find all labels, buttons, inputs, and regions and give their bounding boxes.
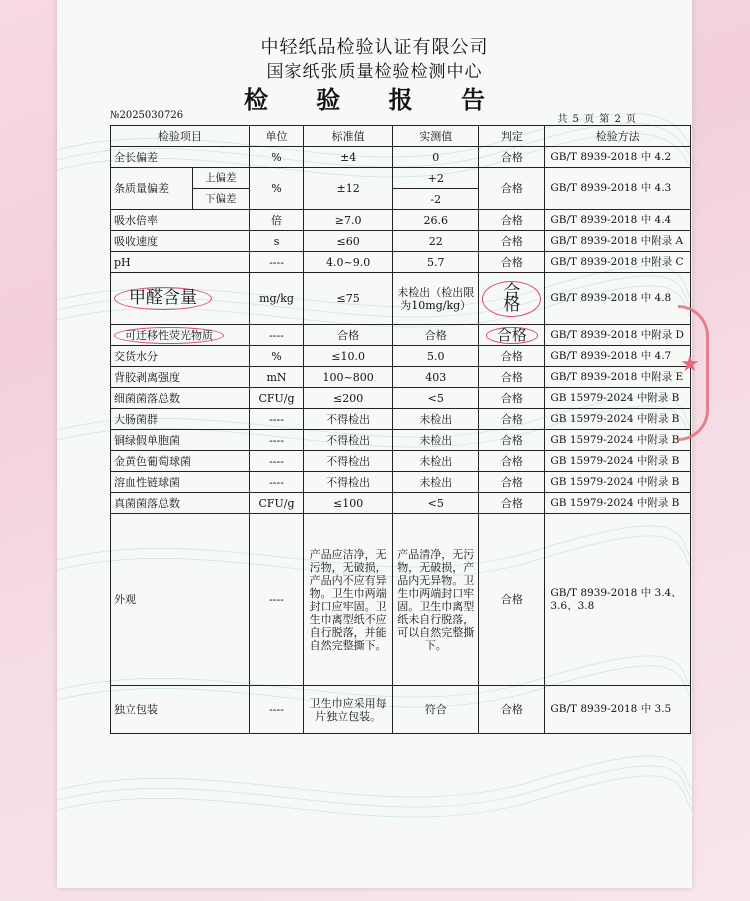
result-cell: 合格 xyxy=(479,451,545,472)
standard-cell: ≤75 xyxy=(304,273,393,325)
unit-cell: 倍 xyxy=(249,210,304,231)
item-cell: 细菌菌落总数 xyxy=(111,388,250,409)
item-cell: 吸收速度 xyxy=(111,231,250,252)
table-row xyxy=(111,367,691,388)
standard-cell: ≥7.0 xyxy=(304,210,393,231)
item-cell: 交货水分 xyxy=(111,346,250,367)
page-indicator: 共 5 页 第 2 页 xyxy=(557,114,637,125)
table-row xyxy=(111,325,691,346)
measured-cell: 未检出 xyxy=(393,451,479,472)
item-cell: 独立包装 xyxy=(111,686,250,734)
unit-cell: ---- xyxy=(249,430,304,451)
standard-cell: 产品应洁净，无污物，无破损，产品内不应有异物。卫生巾两端封口应牢固。卫生巾离型纸不应自行脱落，并能自然完整撕下。 xyxy=(304,514,393,686)
unit-cell: % xyxy=(249,147,304,168)
item-cell: 铜绿假单胞菌 xyxy=(111,430,250,451)
table-row xyxy=(111,273,691,325)
seal-star-icon: ★ xyxy=(680,352,700,377)
result-cell: 合格 xyxy=(479,686,545,734)
unit-cell: ---- xyxy=(249,409,304,430)
result-cell: 合格 xyxy=(479,147,545,168)
center-name: 国家纸张质量检验检测中心 xyxy=(266,62,483,82)
unit-cell: % xyxy=(249,346,304,367)
result-cell: 合格 xyxy=(479,514,545,686)
unit-cell: CFU/g xyxy=(249,493,304,514)
unit-cell: ---- xyxy=(249,514,304,686)
standard-cell: 4.0~9.0 xyxy=(304,252,393,273)
measured-cell: 未检出（检出限为10mg/kg） xyxy=(393,273,479,325)
unit-cell: ---- xyxy=(249,325,304,346)
method-cell: GB/T 8939-2018 中 4.3 xyxy=(545,168,691,210)
report-sheet xyxy=(57,0,692,888)
measured-cell: <5 xyxy=(393,493,479,514)
column-header: 实测值 xyxy=(393,126,479,147)
inspection-table xyxy=(110,125,691,734)
standard-cell: 100~800 xyxy=(304,367,393,388)
method-cell: GB 15979-2024 中附录 B xyxy=(545,430,691,451)
table-row xyxy=(111,147,691,168)
unit-cell: mg/kg xyxy=(249,273,304,325)
method-cell: GB 15979-2024 中附录 B xyxy=(545,493,691,514)
report-title: 检 验 报 告 xyxy=(243,85,506,114)
unit-cell: ---- xyxy=(249,252,304,273)
unit-cell: mN xyxy=(249,367,304,388)
standard-cell: ≤200 xyxy=(304,388,393,409)
measured-cell: 未检出 xyxy=(393,409,479,430)
unit-cell: s xyxy=(249,231,304,252)
unit-cell: ---- xyxy=(249,451,304,472)
unit-cell: % xyxy=(249,168,304,210)
standard-cell: ≤60 xyxy=(304,231,393,252)
result-cell: 合格 xyxy=(479,367,545,388)
item-cell: 金黄色葡萄球菌 xyxy=(111,451,250,472)
method-cell: GB 15979-2024 中附录 B xyxy=(545,472,691,493)
standard-cell: 合格 xyxy=(304,325,393,346)
item-cell-highlighted xyxy=(111,325,250,346)
highlight-circle: 可迁移性荧光物质 xyxy=(114,327,224,344)
measured-cell: 22 xyxy=(393,231,479,252)
method-cell: GB/T 8939-2018 中附录 E xyxy=(545,367,691,388)
highlight-circle: 甲醛含量 xyxy=(114,287,212,310)
result-cell-highlighted xyxy=(479,273,545,325)
report-number: №2025030726 xyxy=(110,110,184,121)
result-cell: 合格 xyxy=(479,388,545,409)
measured-cell: 未检出 xyxy=(393,472,479,493)
standard-cell: 不得检出 xyxy=(304,472,393,493)
table-row xyxy=(111,409,691,430)
method-cell: GB/T 8939-2018 中附录 A xyxy=(545,231,691,252)
table-row xyxy=(111,231,691,252)
table-header-row xyxy=(111,126,691,147)
table-row xyxy=(111,168,691,189)
column-header: 检验方法 xyxy=(545,126,691,147)
measured-cell: -2 xyxy=(393,189,479,210)
table-row xyxy=(111,686,691,734)
column-header: 单位 xyxy=(249,126,304,147)
measured-cell: 未检出 xyxy=(393,430,479,451)
item-cell: 外观 xyxy=(111,514,250,686)
item-cell: 大肠菌群 xyxy=(111,409,250,430)
table-row xyxy=(111,472,691,493)
result-cell: 合格 xyxy=(479,168,545,210)
table-row xyxy=(111,514,691,686)
column-header: 判定 xyxy=(479,126,545,147)
method-cell: GB/T 8939-2018 中附录 C xyxy=(545,252,691,273)
table-row xyxy=(111,210,691,231)
standard-cell: 卫生巾应采用每片独立包装。 xyxy=(304,686,393,734)
measured-cell: 0 xyxy=(393,147,479,168)
result-cell: 合格 xyxy=(479,231,545,252)
item-cell: 吸水倍率 xyxy=(111,210,250,231)
measured-cell: 产品清净，无污物，无破损，产品内无异物。卫生巾两端封口牢固。卫生巾离型纸未自行脱落，可以自然完整撕下。 xyxy=(393,514,479,686)
item-cell: 全长偏差 xyxy=(111,147,250,168)
method-cell: GB 15979-2024 中附录 B xyxy=(545,451,691,472)
table-row xyxy=(111,346,691,367)
table-row xyxy=(111,430,691,451)
unit-cell: ---- xyxy=(249,472,304,493)
sub-item-cell: 下偏差 xyxy=(192,189,249,210)
item-cell: 背胶剥离强度 xyxy=(111,367,250,388)
method-cell: GB/T 8939-2018 中附录 D xyxy=(545,325,691,346)
sub-item-cell: 上偏差 xyxy=(192,168,249,189)
measured-cell: +2 xyxy=(393,168,479,189)
company-name: 中轻纸品检验认证有限公司 xyxy=(260,37,489,58)
item-cell: 条质量偏差 xyxy=(111,168,193,210)
standard-cell: 不得检出 xyxy=(304,430,393,451)
item-cell: pH xyxy=(111,252,250,273)
method-cell: GB/T 8939-2018 中 3.4、3.6、3.8 xyxy=(545,514,691,686)
measured-cell: 合格 xyxy=(393,325,479,346)
standard-cell: ±12 xyxy=(304,168,393,210)
table-row xyxy=(111,252,691,273)
highlight-circle: 合格 xyxy=(486,327,538,344)
column-header: 标准值 xyxy=(304,126,393,147)
unit-cell: CFU/g xyxy=(249,388,304,409)
item-cell-highlighted xyxy=(111,273,250,325)
result-cell: 合格 xyxy=(479,472,545,493)
measured-cell: <5 xyxy=(393,388,479,409)
measured-cell: 5.0 xyxy=(393,346,479,367)
result-cell: 合格 xyxy=(479,430,545,451)
standard-cell: ≤10.0 xyxy=(304,346,393,367)
result-cell: 合格 xyxy=(479,493,545,514)
highlight-circle: 合格 xyxy=(482,281,541,317)
measured-cell: 符合 xyxy=(393,686,479,734)
method-cell: GB/T 8939-2018 中 4.4 xyxy=(545,210,691,231)
method-cell: GB 15979-2024 中附录 B xyxy=(545,388,691,409)
method-cell: GB/T 8939-2018 中 4.7 xyxy=(545,346,691,367)
standard-cell: 不得检出 xyxy=(304,409,393,430)
result-cell: 合格 xyxy=(479,252,545,273)
measured-cell: 26.6 xyxy=(393,210,479,231)
item-cell: 真菌菌落总数 xyxy=(111,493,250,514)
standard-cell: ±4 xyxy=(304,147,393,168)
table-row xyxy=(111,388,691,409)
method-cell: GB 15979-2024 中附录 B xyxy=(545,409,691,430)
result-cell: 合格 xyxy=(479,210,545,231)
item-cell: 溶血性链球菌 xyxy=(111,472,250,493)
measured-cell: 5.7 xyxy=(393,252,479,273)
method-cell: GB/T 8939-2018 中 4.8 xyxy=(545,273,691,325)
result-cell: 合格 xyxy=(479,409,545,430)
table-row xyxy=(111,451,691,472)
standard-cell: 不得检出 xyxy=(304,451,393,472)
table-row xyxy=(111,493,691,514)
column-header: 检验项目 xyxy=(111,126,250,147)
result-cell-highlighted xyxy=(479,325,545,346)
method-cell: GB/T 8939-2018 中 3.5 xyxy=(545,686,691,734)
measured-cell: 403 xyxy=(393,367,479,388)
result-cell: 合格 xyxy=(479,346,545,367)
method-cell: GB/T 8939-2018 中 4.2 xyxy=(545,147,691,168)
standard-cell: ≤100 xyxy=(304,493,393,514)
unit-cell: ---- xyxy=(249,686,304,734)
